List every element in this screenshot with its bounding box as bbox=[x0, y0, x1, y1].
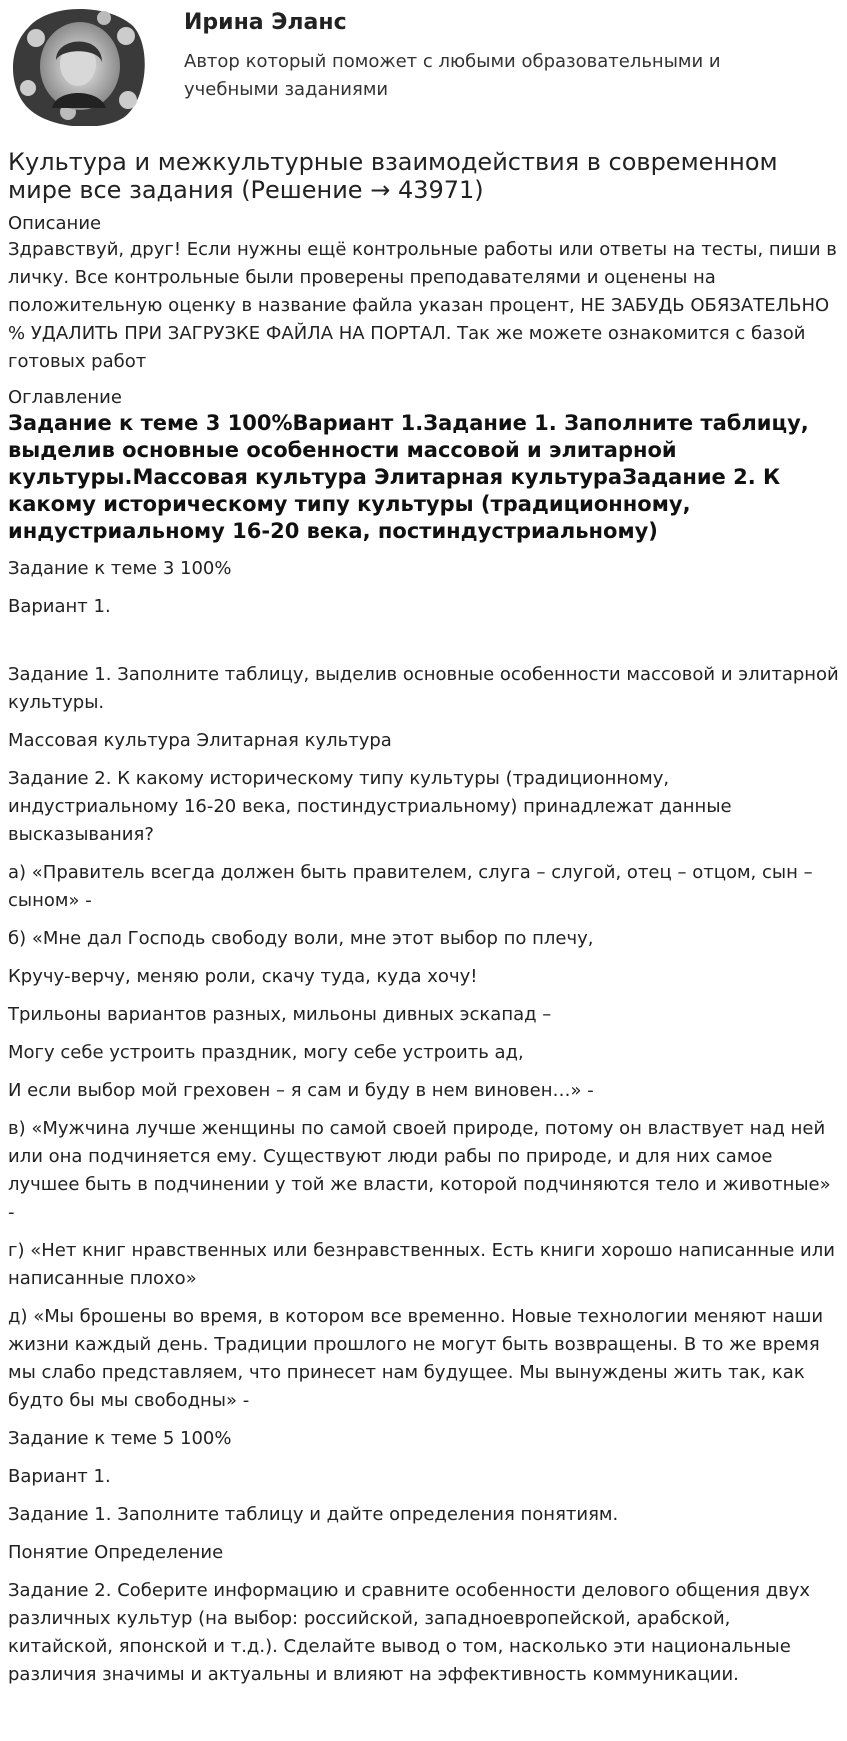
page-title: Культура и межкультурные взаимодействия в современном мире все задания (Решение → 43971) bbox=[8, 148, 778, 204]
author-description: Автор который поможет с любыми образовательными и учебными заданиями bbox=[184, 51, 721, 100]
author-avatar[interactable] bbox=[8, 8, 148, 126]
toc-heading: Задание к теме 3 100%Вариант 1.Задание 1. Заполните таблицу, выделив основные особенности массовой и элитарной культуры.Массовая культура Элитарная культураЗадание 2. К какому историческому типу культуры (традиционному, индустриальному 16-20 века, постиндустриальному) bbox=[8, 411, 809, 543]
paragraph: Вариант 1. bbox=[8, 1466, 111, 1487]
paragraph: Задание 2. К какому историческому типу культуры (традиционному, индустриальному 16-20 века, постиндустриальному) принадлежат данные высказывания? bbox=[8, 768, 732, 845]
paragraph: в) «Мужчина лучше женщины по самой своей природе, потому он властвует над ней или она подчиняется ему. Существуют люди рабы по природе, и для них самое лучшее быть в подчинении у той же власти, которой подчиняются тело и животные» - bbox=[8, 1118, 831, 1223]
paragraph: Вариант 1. bbox=[8, 596, 111, 617]
spacer bbox=[8, 631, 839, 661]
toc-label: Оглавление bbox=[8, 387, 122, 408]
paragraph: Кручу-верчу, меняю роли, скачу туда, куда хочу! bbox=[8, 966, 478, 987]
content bbox=[0, 148, 847, 1689]
paragraph: Трильоны вариантов разных, мильоны дивных эскапад – bbox=[8, 1004, 552, 1025]
paragraph: Задание 1. Заполните таблицу и дайте определения понятиям. bbox=[8, 1504, 619, 1525]
paragraph: Задание к теме 5 100% bbox=[8, 1428, 232, 1449]
author-name[interactable]: Ирина Эланс bbox=[184, 10, 347, 35]
paragraph: Могу себе устроить праздник, могу себе устроить ад, bbox=[8, 1042, 524, 1063]
paragraph: Понятие Определение bbox=[8, 1542, 224, 1563]
description-text: Здравствуй, друг! Если нужны ещё контрольные работы или ответы на тесты, пиши в личку. Все контрольные были проверены преподавателями и оценены на положительную оценку в название файла указан процент, НЕ ЗАБУДЬ ОБЯЗАТЕЛЬНО % УДАЛИТЬ ПРИ ЗАГРУЗКЕ ФАЙЛА НА ПОРТАЛ. Так же можете ознакомится с базой готовых работ bbox=[8, 239, 837, 372]
paragraph: Задание к теме 3 100% bbox=[8, 558, 232, 579]
paragraph: а) «Правитель всегда должен быть правителем, слуга – слугой, отец – отцом, сын – сыном» - bbox=[8, 862, 813, 911]
paragraph: Массовая культура Элитарная культура bbox=[8, 730, 392, 751]
paragraph: д) «Мы брошены во время, в котором все временно. Новые технологии меняют наши жизни каждый день. Традиции прошлого не могут быть возвращены. В то же время мы слабо представляем, что принесет нам будущее. Мы вынуждены жить так, как будто бы мы свободны» - bbox=[8, 1306, 824, 1411]
paragraph: И если выбор мой греховен – я сам и буду в нем виновен…» - bbox=[8, 1080, 594, 1101]
paragraph: б) «Мне дал Господь свободу воли, мне этот выбор по плечу, bbox=[8, 928, 594, 949]
author-card bbox=[0, 0, 847, 130]
paragraph: Задание 2. Соберите информацию и сравните особенности делового общения двух различных культур (на выбор: российской, западноевропейской, арабской, китайской, японской и т.д.). Сделайте вывод о том, насколько эти национальные различия значимы и актуальны и влияют на эффективность коммуникации. bbox=[8, 1580, 811, 1685]
description-label: Описание bbox=[8, 213, 102, 234]
paragraph: Задание 1. Заполните таблицу, выделив основные особенности массовой и элитарной культуры. bbox=[8, 664, 839, 713]
paragraph: г) «Нет книг нравственных или безнравственных. Есть книги хорошо написанные или написанные плохо» bbox=[8, 1240, 835, 1289]
